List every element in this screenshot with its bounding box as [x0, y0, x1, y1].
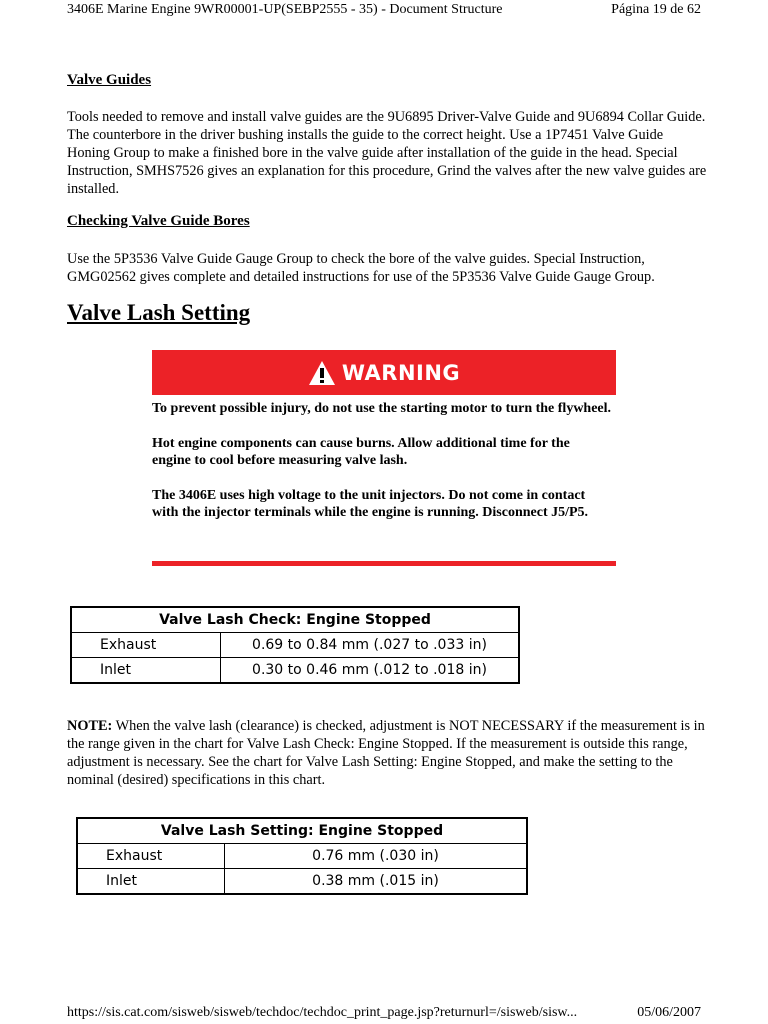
document-title: 3406E Marine Engine 9WR00001-UP(SEBP2555 - 35) - Document Structure — [67, 2, 503, 17]
footer-url: https://sis.cat.com/sisweb/sisweb/techdoc/techdoc_print_page.jsp?returnurl=/sisweb/sisw... — [67, 1005, 578, 1020]
warning-triangle-icon — [308, 360, 336, 386]
note-paragraph — [67, 717, 717, 789]
warning-line: Hot engine components can cause burns. Allow additional time for the engine to cool before measuring valve lash. — [152, 436, 570, 468]
table-row — [71, 633, 519, 658]
table-title: Valve Lash Setting: Engine Stopped — [77, 818, 527, 844]
checking-bores-body: Use the 5P3536 Valve Guide Gauge Group to check the bore of the valve guides. Special Instruction, GMG02562 gives complete and detailed instructions for use of the 5P3536 Valve Guide Gauge Group. — [67, 251, 655, 285]
row-value: 0.30 to 0.46 mm (.012 to .018 in) — [221, 658, 520, 684]
warning-title: WARNING — [341, 360, 461, 385]
valve-lash-heading: Valve Lash Setting — [67, 300, 251, 325]
note-label: NOTE: — [67, 718, 113, 734]
table-row — [77, 869, 527, 895]
valve-guides-body: Tools needed to remove and install valve guides are the 9U6895 Driver-Valve Guide and 9U6894 Collar Guide. The counterbore in the driver bushing installs the guide to the correct height. Use a 1P7451 Valve Guide Honing Group to make a finished bore in the valve guide after installation of the guide in the head. Special Instruction, SMHS7526 gives an explanation for this procedure, Grind the valves after the new valve guides are installed. — [67, 109, 707, 197]
valve-lash-check-table — [70, 606, 520, 684]
warning-divider — [152, 561, 616, 566]
page-indicator: Página 19 de 62 — [611, 2, 701, 17]
row-value: 0.76 mm (.030 in) — [225, 844, 528, 869]
warning-line: To prevent possible injury, do not use the starting motor to turn the flywheel. — [152, 401, 612, 416]
table-title: Valve Lash Check: Engine Stopped — [71, 607, 519, 633]
table-row — [71, 658, 519, 684]
row-value: 0.69 to 0.84 mm (.027 to .033 in) — [221, 633, 520, 658]
row-value: 0.38 mm (.015 in) — [225, 869, 528, 895]
valve-guides-heading: Valve Guides — [67, 72, 152, 88]
row-label: Inlet — [71, 658, 221, 684]
note-text: When the valve lash (clearance) is checked, adjustment is NOT NECESSARY if the measurement is in the range given in the chart for Valve Lash Check: Engine Stopped. If the measurement is outside this range, adjustment is necessary. See the chart for Valve Lash Setting: Engine Stopped, and make the setting to the nominal (desired) specifications in this chart. — [67, 718, 705, 788]
row-label: Exhaust — [71, 633, 221, 658]
warning-text — [152, 400, 612, 539]
warning-banner — [152, 350, 616, 395]
row-label: Inlet — [77, 869, 225, 895]
footer-date: 05/06/2007 — [637, 1005, 701, 1020]
table-row — [77, 844, 527, 869]
warning-line: The 3406E uses high voltage to the unit injectors. Do not come in contact with the injector terminals while the engine is running. Disconnect J5/P5. — [152, 488, 589, 520]
row-label: Exhaust — [77, 844, 225, 869]
valve-lash-setting-table — [76, 817, 528, 895]
checking-bores-heading: Checking Valve Guide Bores — [67, 213, 250, 229]
